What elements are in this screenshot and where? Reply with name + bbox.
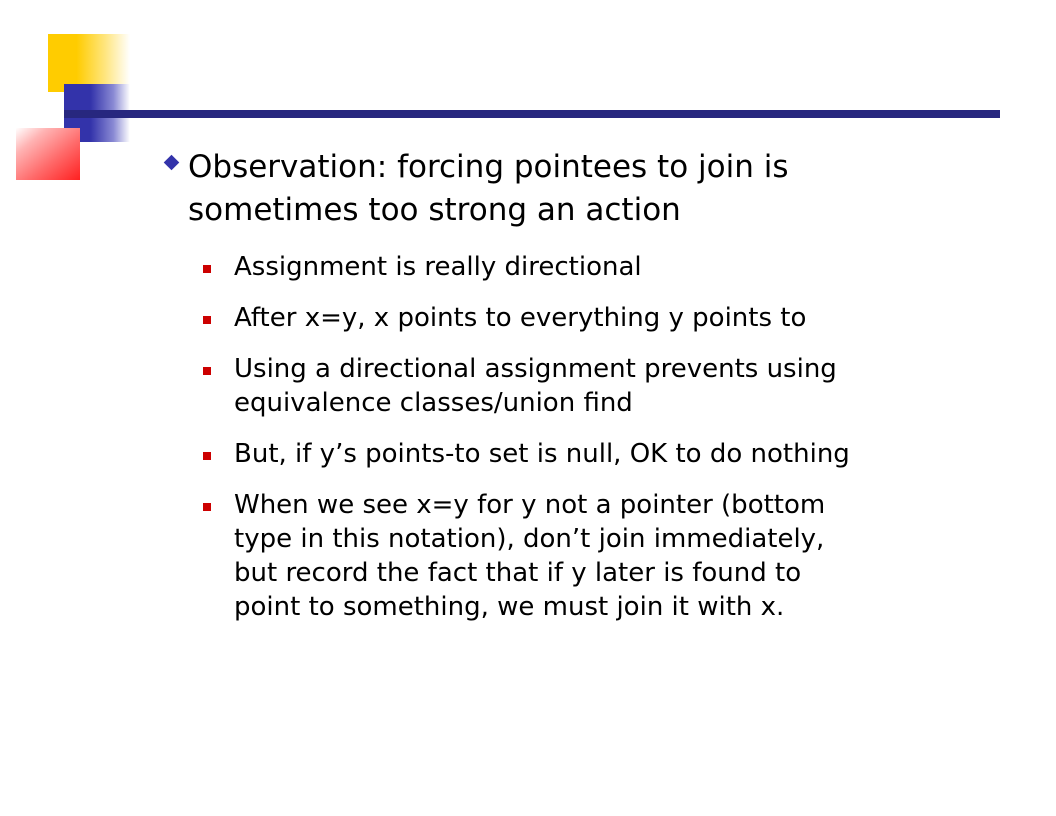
sub-bullet-text: After x=y, x points to everything y points to: [234, 303, 807, 333]
sub-bullet-item: [200, 301, 1040, 335]
square-bullet-icon: [203, 316, 211, 324]
diamond-bullet-icon: [164, 155, 180, 171]
main-bullet: [160, 146, 960, 232]
square-bullet-icon: [203, 503, 211, 511]
sub-bullet-text: But, if y’s points-to set is null, OK to do nothing: [234, 439, 850, 469]
square-bullet-icon: [203, 452, 211, 460]
square-bullet-icon: [203, 265, 211, 273]
sub-bullet-text: Assignment is really directional: [234, 252, 642, 282]
sub-bullet-item: [200, 488, 1040, 624]
sub-bullet-text: Using a directional assignment prevents using equivalence classes/union find: [234, 354, 837, 418]
sub-bullet-item: [200, 352, 1040, 420]
sub-bullet-list: [200, 250, 1040, 641]
title-rule: [64, 110, 1000, 118]
sub-bullet-text: When we see x=y for y not a pointer (bottom type in this notation), don’t join immediately, but record the fact that if y later is found to point to something, we must join it with x.: [234, 490, 826, 622]
sub-bullet-item: [200, 250, 1040, 284]
red-decoration: [16, 128, 80, 180]
square-bullet-icon: [203, 367, 211, 375]
main-bullet-text: Observation: forcing pointees to join is sometimes too strong an action: [188, 149, 789, 228]
sub-bullet-item: [200, 437, 1040, 471]
